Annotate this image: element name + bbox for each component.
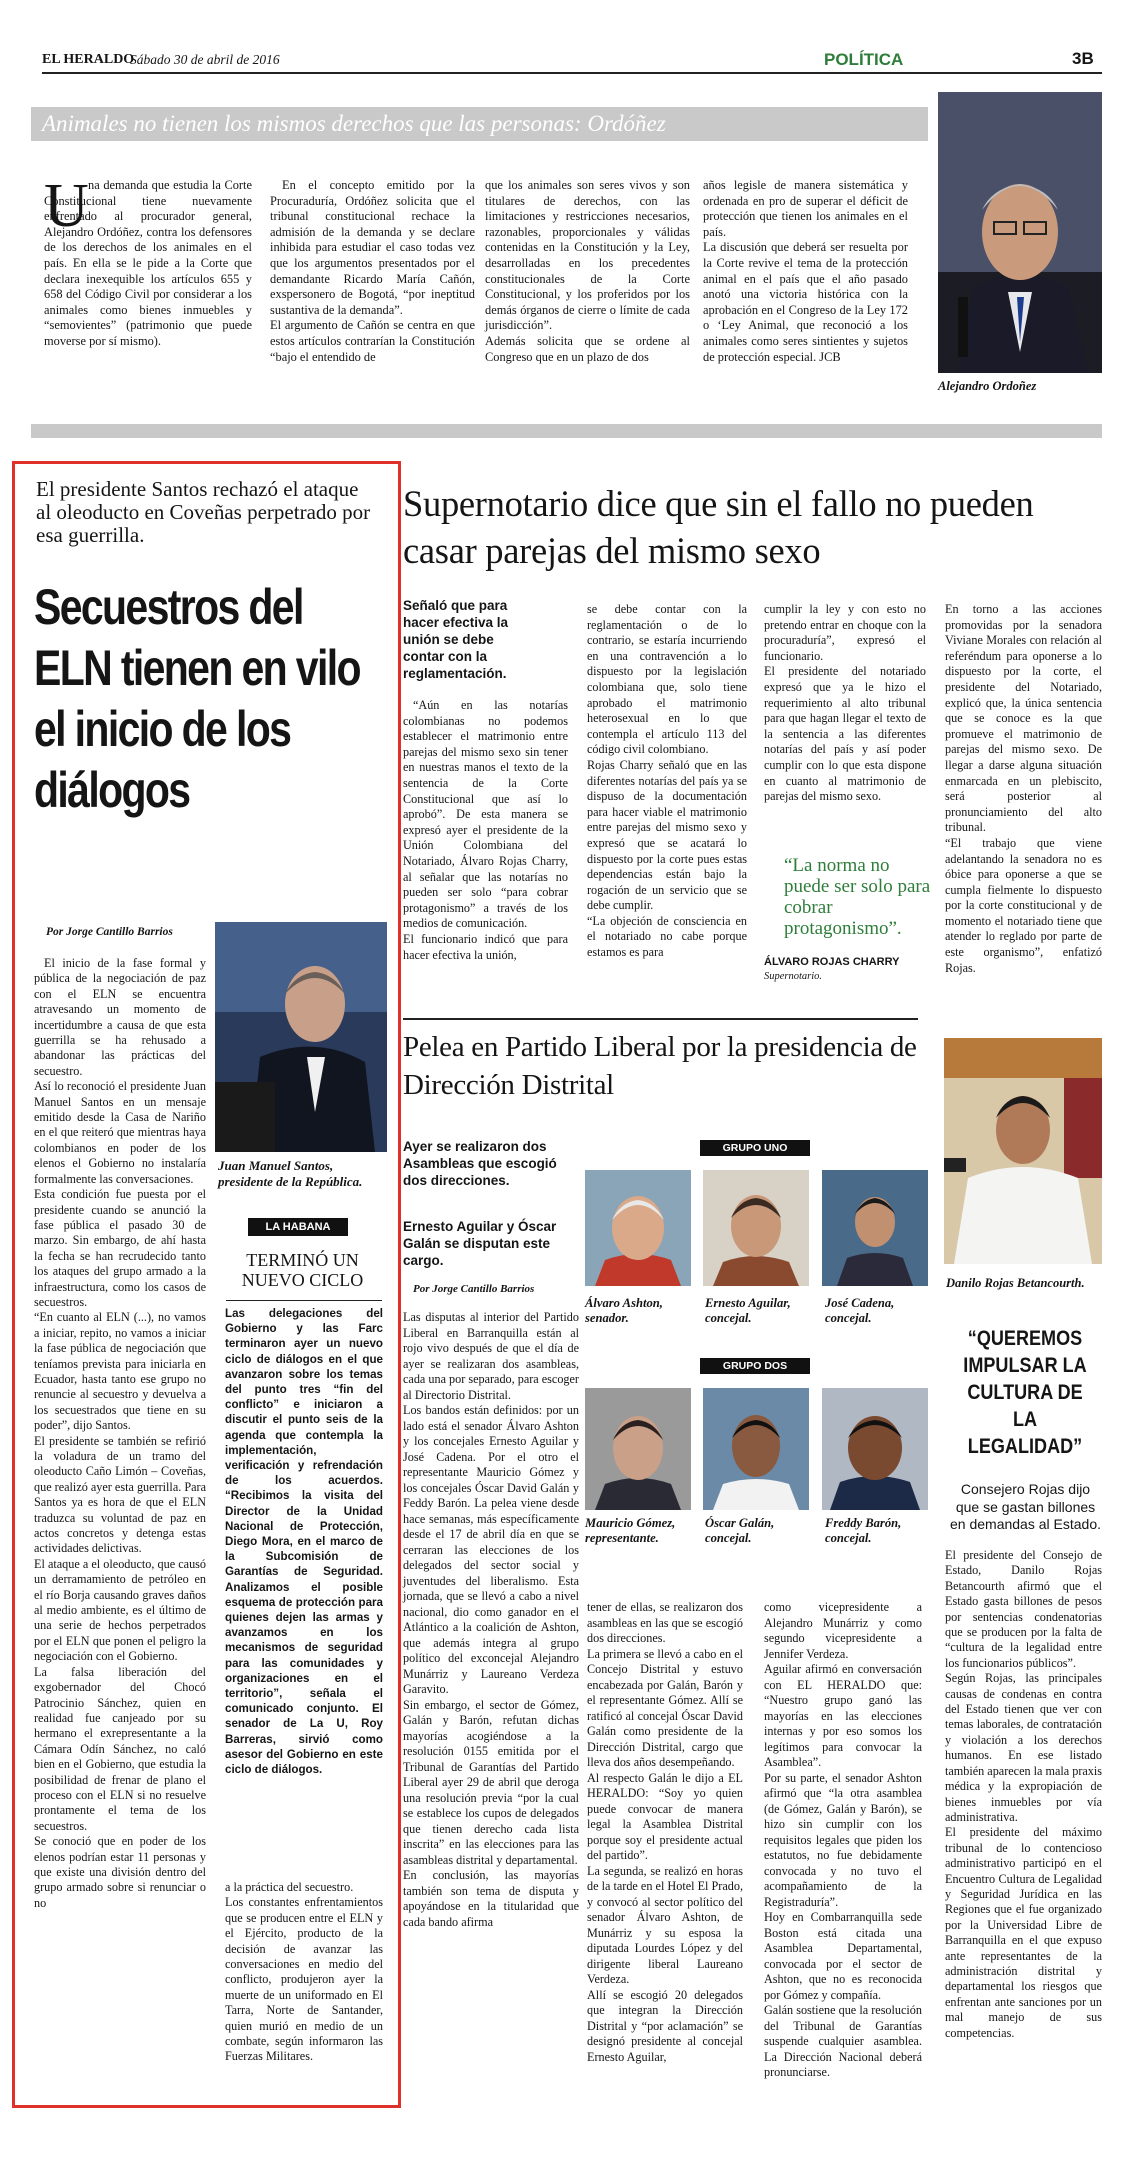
quote-author: ÁLVARO ROJAS CHARRY bbox=[764, 956, 900, 968]
face-image bbox=[585, 1170, 691, 1286]
baron-caption: Freddy Barón, concejal. bbox=[825, 1516, 902, 1545]
face-image bbox=[822, 1388, 928, 1510]
story5-text: El presidente del Consejo de Estado, Danilo Rojas Betancourth afirmó que el Estado gasta billones de pesos por sentencias condenatorias que se producen por la falta de “cultura de la legalidad entre los funcionarios públicos”. Según Rojas, las principales causas de condenas en contra del Estado tienen que ver con temas laborales, de contratación y violación a los derechos humanos. En ese listado también aparecen la mala praxis médica y la expropiación de bienes inmuebles por vía administrativa. El presidente del máximo tribunal de lo contencioso administrativo participó en el Encuentro Cultura de Legalidad y Seguridad Jurídica en las Regiones que el fue organizado por la Universidad Libre de Barranquilla en el que expuso ante representantes de la administración distrital y departamental los riesgos que enfrentan ante sanciones por un mal manejo de sus competencias. bbox=[945, 1548, 1103, 2040]
aguilar-photo bbox=[703, 1170, 809, 1286]
box-title: TERMINÓ UN NUEVO CICLO bbox=[241, 1250, 364, 1290]
quote-role: Supernotario. bbox=[764, 971, 823, 982]
box-tag: LA HABANA bbox=[248, 1218, 348, 1236]
story5-quote: “QUEREMOS IMPULSAR LA CULTURA DE LA LEGALIDAD” bbox=[963, 1327, 1087, 1458]
gomez-caption: Mauricio Gómez, representante. bbox=[585, 1516, 676, 1545]
story4-byline: Por Jorge Cantillo Barrios bbox=[413, 1283, 535, 1295]
story1-col2: En el concepto emitido por la Procuraduría, Ordóñez solicita que el tribunal constitucional rechace la admisión de la demanda y se declare inhibida para estudiar el caso todas vez que los argumentos presentados por el demandante Ricardo María Cañón, exspersonero de Bogotá, “por ineptitud sustantiva de la demanda”. El argumento de Cañón se centra en que estos artículos contrarían la Constitución “bajo el entendido de bbox=[270, 178, 475, 364]
story4-headline: Pelea en Partido Liberal por la presidencia de Dirección Distrital bbox=[403, 1031, 917, 1101]
galan-caption: Óscar Galán, concejal. bbox=[705, 1516, 775, 1545]
masthead bbox=[42, 30, 1102, 70]
ordonez-photo bbox=[938, 92, 1102, 373]
banner-title: Animales no tienen los mismos derechos que las personas: Ordóñez bbox=[42, 111, 666, 136]
story1-col1: na demanda que estudia la Corte Constitucional tiene nuevamente enfrentado al procurador general, Alejandro Ordóñez, contra los defensores de los derechos de los animales en el país. En ella se le pide a la Corte que declara inexequible los artículos 655 y 658 del Código Civil por considerar a los animales como bienes inmuebles y “semovientes” (patrimonio que puede moverse por sí mismo). bbox=[44, 178, 252, 348]
story3-col4: En torno a las acciones promovidas por la senadora Viviane Morales con relación al referéndum para oponerse a lo dispuesto por la corte, el presidente del Notariado, explicó que, la única sentencia que se conoce es la que promueve el matrimonio de parejas del mismo sexo. De llegar a darse alguna situación enmarcada en un plebiscito, será posterior al pronunciamiento del alto tribunal. “El trabajo que viene adelantando la senadora no es óbice para oponerse a que se cumpla fielmente lo dispuesto por la corte constitucional y de momento el notariado tiene que atender lo reglado por parte de este organismo”, enfatizó Rojas. bbox=[945, 602, 1102, 975]
santos-photo bbox=[215, 922, 387, 1152]
galan-photo bbox=[703, 1388, 809, 1510]
story2-kicker: El presidente Santos rechazó el ataque al oleoducto en Coveñas perpetrado por esa guerrilla. bbox=[36, 477, 371, 547]
story3-col2: se debe contar con la reglamentación o de lo contrario, se estaría incurriendo en una contravención a lo dispuesto por la legislación colombiana que, solo tiene aprobado el matrimonio heterosexual en lo que contempla el artículo 113 del código civil colombiano. Rojas Charry señaló que en las diferentes notarías del país ya se dispuso de la documentación para hacer viable el matrimonio entre parejas del mismo sexo y expresó que se acatará lo dispuesto por la corte pues estas dependencias están bajo la rogación de un servicio que se debe cumplir. “La objeción de consciencia en el notariado no cabe porque estamos es para bbox=[587, 602, 747, 960]
face-image bbox=[585, 1388, 691, 1510]
rojas-photo bbox=[944, 1038, 1102, 1264]
grupo-uno-tag: GRUPO UNO bbox=[700, 1140, 810, 1156]
box-rule bbox=[226, 1300, 382, 1301]
story2-col2: a la práctica del secuestro. Los constantes enfrentamientos que se producen entre el ELN y el Ejército, producto de la decisión de avanzar las conversaciones en medio del conflicto, produjeron ayer la muerte de un uniformado en El Tarra, Norte de Santander, quien murió en medio de un combate, según informaron las Fuerzas Militares. bbox=[225, 1880, 383, 2064]
face-image bbox=[703, 1170, 809, 1286]
cadena-photo bbox=[822, 1170, 928, 1286]
story3-col1: “Aún en las notarías colombianas no podemos establecer el matrimonio entre parejas del mismo sexo sin tener en nuestras manos el texto de la sentencia de la Corte Constitucional que así lo aprobó”. De esta manera se expresó ayer el presidente de la Unión Colombiana del Notariado, Álvaro Rojas Charry, al señalar que las notarías no pueden ser solo “para cobrar protagonismo” a través de los medios de comunicación. El funcionario indicó que para hacer efectiva la unión, bbox=[403, 698, 568, 962]
story3-col3: cumplir la ley y con esto no pretendo entrar en choque con la procuraduría”, expresó el funcionario. El presidente del notariado expresó que ya le hizo el requerimiento al alto tribunal para que hagan llegar el texto de la sentencia a las diferentes notarías del país y así poder cumplir con lo que esta dispone en cuanto al matrimonio de parejas del mismo sexo. bbox=[764, 602, 926, 804]
cadena-caption: José Cadena, concejal. bbox=[825, 1296, 895, 1325]
story4-col1: Las disputas al interior del Partido Liberal en Barranquilla están al rojo vivo después de que el día de ayer se realizaran dos asambleas, cada una por separado, para escoger al Directorio Distrital. Los bandos están definidos: por un lado está el senador Álvaro Ashton y los concejales Ernesto Aguilar y José Cadena. Por el otro el representante Mauricio Gómez y los concejales Óscar David Galán y Feddy Barón. La pelea viene desde hace semanas, más específicamente desde el 17 de abril día en que se cerraran las elecciones de los delegados del sector social y juventudes del liberalismo. Esta jornada, que se llevó a cabo a nivel nacional, dio como ganador en el Atlántico a la coalición de Ashton, que además integra al grupo político del exconcejal Alejandro Munárriz y Laureano Verdeza Garavito. Sin embargo, el sector de Gómez, Galán y Barón, refutan dichas mayorías acogiéndose a la resolución 0155 emitida por el Tribunal de Garantías del Partido Liberal ayer 29 de abril que deroga una resolución previa “por la cual se establece los cupos de delegados que tienen derecho cada lista inscrita” en las elecciones para las asambleas distrital y departamental. En conclusión, las mayorías también son tema de disputa y apoyándose en la titularidad que cada bando afirma bbox=[403, 1310, 579, 1929]
aguilar-caption: Ernesto Aguilar, concejal. bbox=[705, 1296, 791, 1325]
story4-kicker2: Ernesto Aguilar y Óscar Galán se disputan este cargo. bbox=[403, 1219, 557, 1268]
story4-col3: como vicepresidente a Alejandro Munárriz y como segundo vicepresidente a Jennifer Verdeza. Aguilar afirmó en conversación con EL HERALDO que: “Nuestro grupo ganó las mayorías en las elecciones internas y por eso somos los legítimos para convocar la Asamblea”. Por su parte, el senador Ashton afirmó que “la otra asamblea (de Gómez, Galán y Barón), se hizo sin cumplir con los requisitos legales que piden los estatutos, no fue debidamente convocada y no tuvo el acompañamiento de la Registraduría”. Hoy en Combarranquilla sede Boston está citada una Asamblea Departamental, convocada por el sector de Ashton, que no es reconocida por Gómez y compañía. Galán sostiene que la resolución del Tribunal de Garantías suspende cualquier asamblea. La Dirección Nacional deberá pronunciarse. bbox=[764, 1600, 922, 2079]
face-image bbox=[822, 1170, 928, 1286]
rojas-caption: Danilo Rojas Betancourth. bbox=[946, 1276, 1085, 1290]
grupo-dos-tag: GRUPO DOS bbox=[700, 1358, 810, 1374]
gomez-photo bbox=[585, 1388, 691, 1510]
box-text: Las delegaciones del Gobierno y las Farc terminaron ayer un nuevo ciclo de diálogos en el que avanzaron sobre los temas del punto tres “fin del conflicto” e iniciaron a discutir el punto seis de la agenda que contempla la implementación, verificación y refrendación de los acuerdos. “Recibimos la visita del Director de la Unidad Nacional de Protección, Diego Mora, en el marco de la Subcomisión de Garantías de Seguridad. Analizamos el posible esquema de protección para quienes dejen las armas y avanzamos en los mecanismos de seguridad para las comunidades y organizaciones en el territorio”, señala el comunicado conjunto. El senador de La U, Roy Barreras, sirvió como asesor del Gobierno en este ciclo de diálogos. bbox=[225, 1307, 383, 1777]
portrait-image bbox=[938, 92, 1102, 373]
page-number: 3B bbox=[1072, 49, 1094, 68]
story1-col3: que los animales son seres vivos y son titulares de derechos, con las limitaciones y restricciones necesarios, razonables, proporcionales y válidas contenidas en la Constitución y la Ley, desarrolladas en los precedentes constitucionales de la Corte Constitucional, y los proferidos por los demás órganos de cierre o límite de cada jurisdicción”. Además solicita que se ordene al Congreso que en un plazo de dos bbox=[485, 178, 690, 364]
story2-byline: Por Jorge Cantillo Barrios bbox=[46, 926, 173, 938]
story4-kicker1: Ayer se realizaron dos Asambleas que escogió dos direcciones. bbox=[403, 1139, 557, 1188]
baron-photo bbox=[822, 1388, 928, 1510]
santos-caption: Juan Manuel Santos, presidente de la República. bbox=[218, 1158, 363, 1189]
story3-quote: “La norma no puede ser solo para cobrar protagonismo”. bbox=[784, 855, 931, 939]
section-divider bbox=[31, 424, 1102, 438]
dropcap: U bbox=[44, 172, 89, 240]
issue-date: Sábado 30 de abril de 2016 bbox=[130, 52, 280, 67]
portrait-image bbox=[944, 1038, 1102, 1264]
paper-name: EL HERALDO bbox=[42, 52, 135, 67]
story3-kicker: Señaló que para hacer efectiva la unión se debe contar con la reglamentación. bbox=[403, 598, 509, 681]
story2-headline: Secuestros del ELN tienen en vilo el inicio de los diálogos bbox=[34, 579, 360, 818]
ashton-caption: Álvaro Ashton, senador. bbox=[585, 1296, 663, 1325]
face-image bbox=[703, 1388, 809, 1510]
header-rule bbox=[42, 72, 1102, 74]
story-divider bbox=[403, 1018, 918, 1020]
story4-col2: tener de ellas, se realizaron dos asambleas en las que se escogió dos direcciones. La primera se llevó a cabo en el Concejo Distrital y estuvo encabezada por Galán, Barón y el representante Gómez. Allí se ratificó al concejal Óscar David Galán como presidente de la Dirección Distrital, cargo que lleva dos años desempeñando. Al respecto Galán le dijo a EL HERALDO: “Soy yo quien puede convocar de manera legal la Asamblea Distrital porque soy el presidente actual del partido”. La segunda, se realizó en horas de la tarde en el Hotel El Prado, y convocó al sector político del senador Álvaro Ashton, de Munárriz y su esposa la diputada Lourdes López y del dirigente liberal Laureano Verdeza. Allí se escogió 20 delegados que integran la Dirección Distrital y “por aclamación” se designó presidente al concejal Ernesto Aguilar, bbox=[587, 1600, 743, 2064]
portrait-image bbox=[215, 922, 387, 1152]
story2-col1: El inicio de la fase formal y pública de la negociación de paz con el ELN se encuentra atravesando un momento de incertidumbre a causa de que esta guerrilla se ha rehusado a abandonar las prácticas del secuestro. Así lo reconoció el presidente Juan Manuel Santos en un mensaje emitido desde la Casa de Nariño en el que reiteró que mientras haya colombianos en poder de los elenos el Gobierno no instalaría formalmente las conversaciones. Esta condición fue puesta por el presidente cuando se anunció la fase pública el pasado 30 de marzo. Sin embargo, de ahí hasta la fecha se han recrudecido tanto los ataques del grupo armado a la infraestructura, como los casos de secuestros. “En cuanto al ELN (...), no vamos a iniciar, repito, no vamos a iniciar la fase pública de negociación que teníamos prevista para iniciarla en Ecuador, hasta tanto ese grupo no renuncie al secuestro y devuelva a los secuestrados que tiene en su poder”, dijo Santos. El presidente se también se refirió la voladura de un tramo del oleoducto Caño Limón – Coveñas, que realizó ayer esta guerrilla. Para Santos ya es hora de que el ELN traduzca su voluntad de paz en actos concretos y detenga estas actividades delictivas. El ataque a el oleoducto, que causó un derramamiento de petróleo en el río Borja causando graves daños al medio ambiente, es el último de una serie de hechos perpetrados por el ELN que ponen el peligro la negociación con el Gobierno. La falsa liberación del exgobernador del Chocó Patrocinio Sánchez, quien en realidad fue canjeado por su hermano el exrepresentante a la Cámara Odín Sánchez, no caló bien en el Gobierno, que estudia la posibilidad de frenar de plano el proceso con el ELN si no resuelve prontamente el tema de los secuestros. Se conoció que en poder de los elenos podrían estar 11 personas y que existe una división dentro del grupo armado sobre si renunciar o no bbox=[34, 956, 206, 1910]
ashton-photo bbox=[585, 1170, 691, 1286]
story3-headline: Supernotario dice que sin el fallo no pueden casar parejas del mismo sexo bbox=[403, 483, 1034, 571]
story5-kicker: Consejero Rojas dijo que se gastan billones en demandas al Estado. bbox=[950, 1481, 1101, 1532]
story1-col4: años legisle de manera sistemática y ordenada en pro de superar el déficit de protección que tienen los animales en el país. La discusión que deberá ser resuelta por la Corte revive el tema de la protección animal en el país que el año pasado anotó una victoria histórica con la aprobación en el Congreso de la Ley 172 o ‘Ley Animal, que reconoció a los animales como seres sintientes y sujetos de protección especial. JCB bbox=[703, 178, 908, 364]
ordonez-caption: Alejandro Ordoñez bbox=[938, 379, 1037, 393]
section-name: POLÍTICA bbox=[824, 50, 904, 69]
